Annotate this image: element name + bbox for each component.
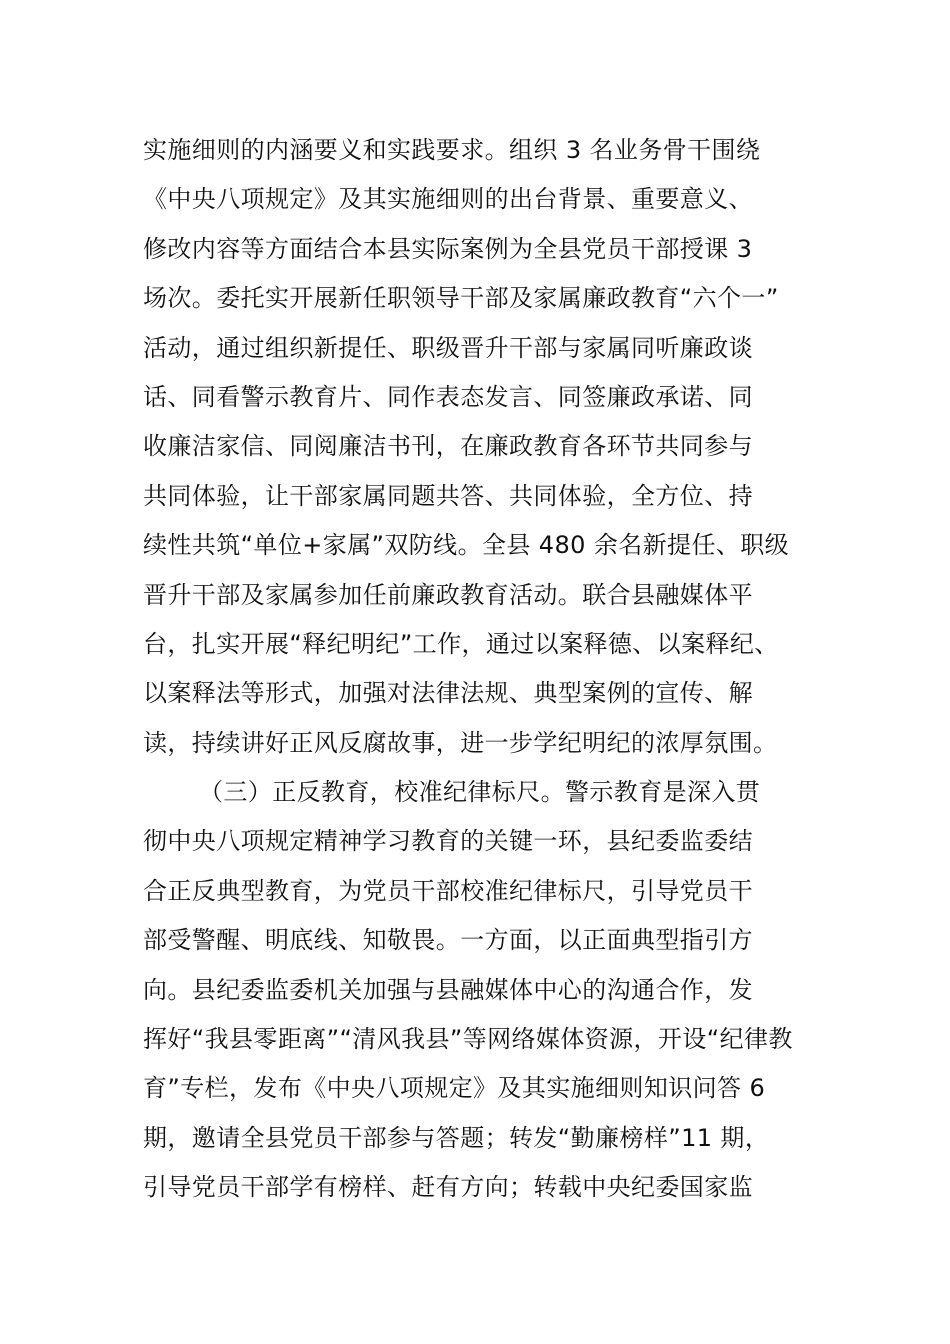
- text-line: 部受警醒、明底线、知敬畏。一方面，以正面典型指引方: [143, 926, 753, 955]
- section-heading-line: （三）正反教育，校准纪律标尺。警示教育是深入贯: [199, 778, 761, 807]
- text-line: 读，持续讲好正风反腐故事，进一步学纪明纪的浓厚氛围。: [143, 728, 778, 757]
- text-line: 挥好“我县零距离”“清风我县”等网络媒体资源，开设“纪律教: [143, 1025, 793, 1054]
- text-line: 《中央八项规定》及其实施细则的出台背景、重要意义、: [143, 185, 753, 214]
- text-line: 台，扎实开展“释纪明纪”工作，通过以案释德、以案释纪、: [143, 629, 779, 658]
- text-line: 彻中央八项规定精神学习教育的关键一环，县纪委监委结: [143, 827, 753, 856]
- text-line: 修改内容等方面结合本县实际案例为全县党员干部授课 3: [143, 234, 753, 263]
- text-line: 实施细则的内涵要义和实践要求。组织 3 名业务骨干围绕: [143, 136, 761, 164]
- text-line: 以案释法等形式，加强对法律法规、典型案例的宣传、解: [143, 679, 753, 708]
- text-line: 晋升干部及家属参加任前廉政教育活动。联合县融媒体平: [143, 580, 753, 609]
- text-line: 活动，通过组织新提任、职级晋升干部与家属同听廉政谈: [143, 333, 753, 362]
- text-line: 场次。委托实开展新任职领导干部及家属廉政教育“六个一”: [143, 284, 779, 313]
- text-line: 共同体验，让干部家属同题共答、共同体验，全方位、持: [143, 481, 753, 510]
- text-line: 引导党员干部学有榜样、赶有方向；转载中央纪委国家监: [143, 1173, 753, 1202]
- text-line: 收廉洁家信、同阅廉洁书刊，在廉政教育各环节共同参与: [143, 432, 753, 461]
- text-line: 向。县纪委监委机关加强与县融媒体中心的沟通合作，发: [143, 975, 753, 1004]
- text-line: 育”专栏，发布《中央八项规定》及其实施细则知识问答 6: [143, 1074, 766, 1103]
- text-line: 期，邀请全县党员干部参与答题；转发“勤廉榜样”11 期，: [143, 1123, 770, 1152]
- text-line: 续性共筑“单位+家属”双防线。全县 480 余名新提任、职级: [143, 531, 790, 560]
- text-line: 合正反典型教育，为党员干部校准纪律标尺，引导党员干: [143, 876, 753, 905]
- text-line: 话、同看警示教育片、同作表态发言、同签廉政承诺、同: [143, 382, 753, 411]
- document-body: [143, 126, 808, 1213]
